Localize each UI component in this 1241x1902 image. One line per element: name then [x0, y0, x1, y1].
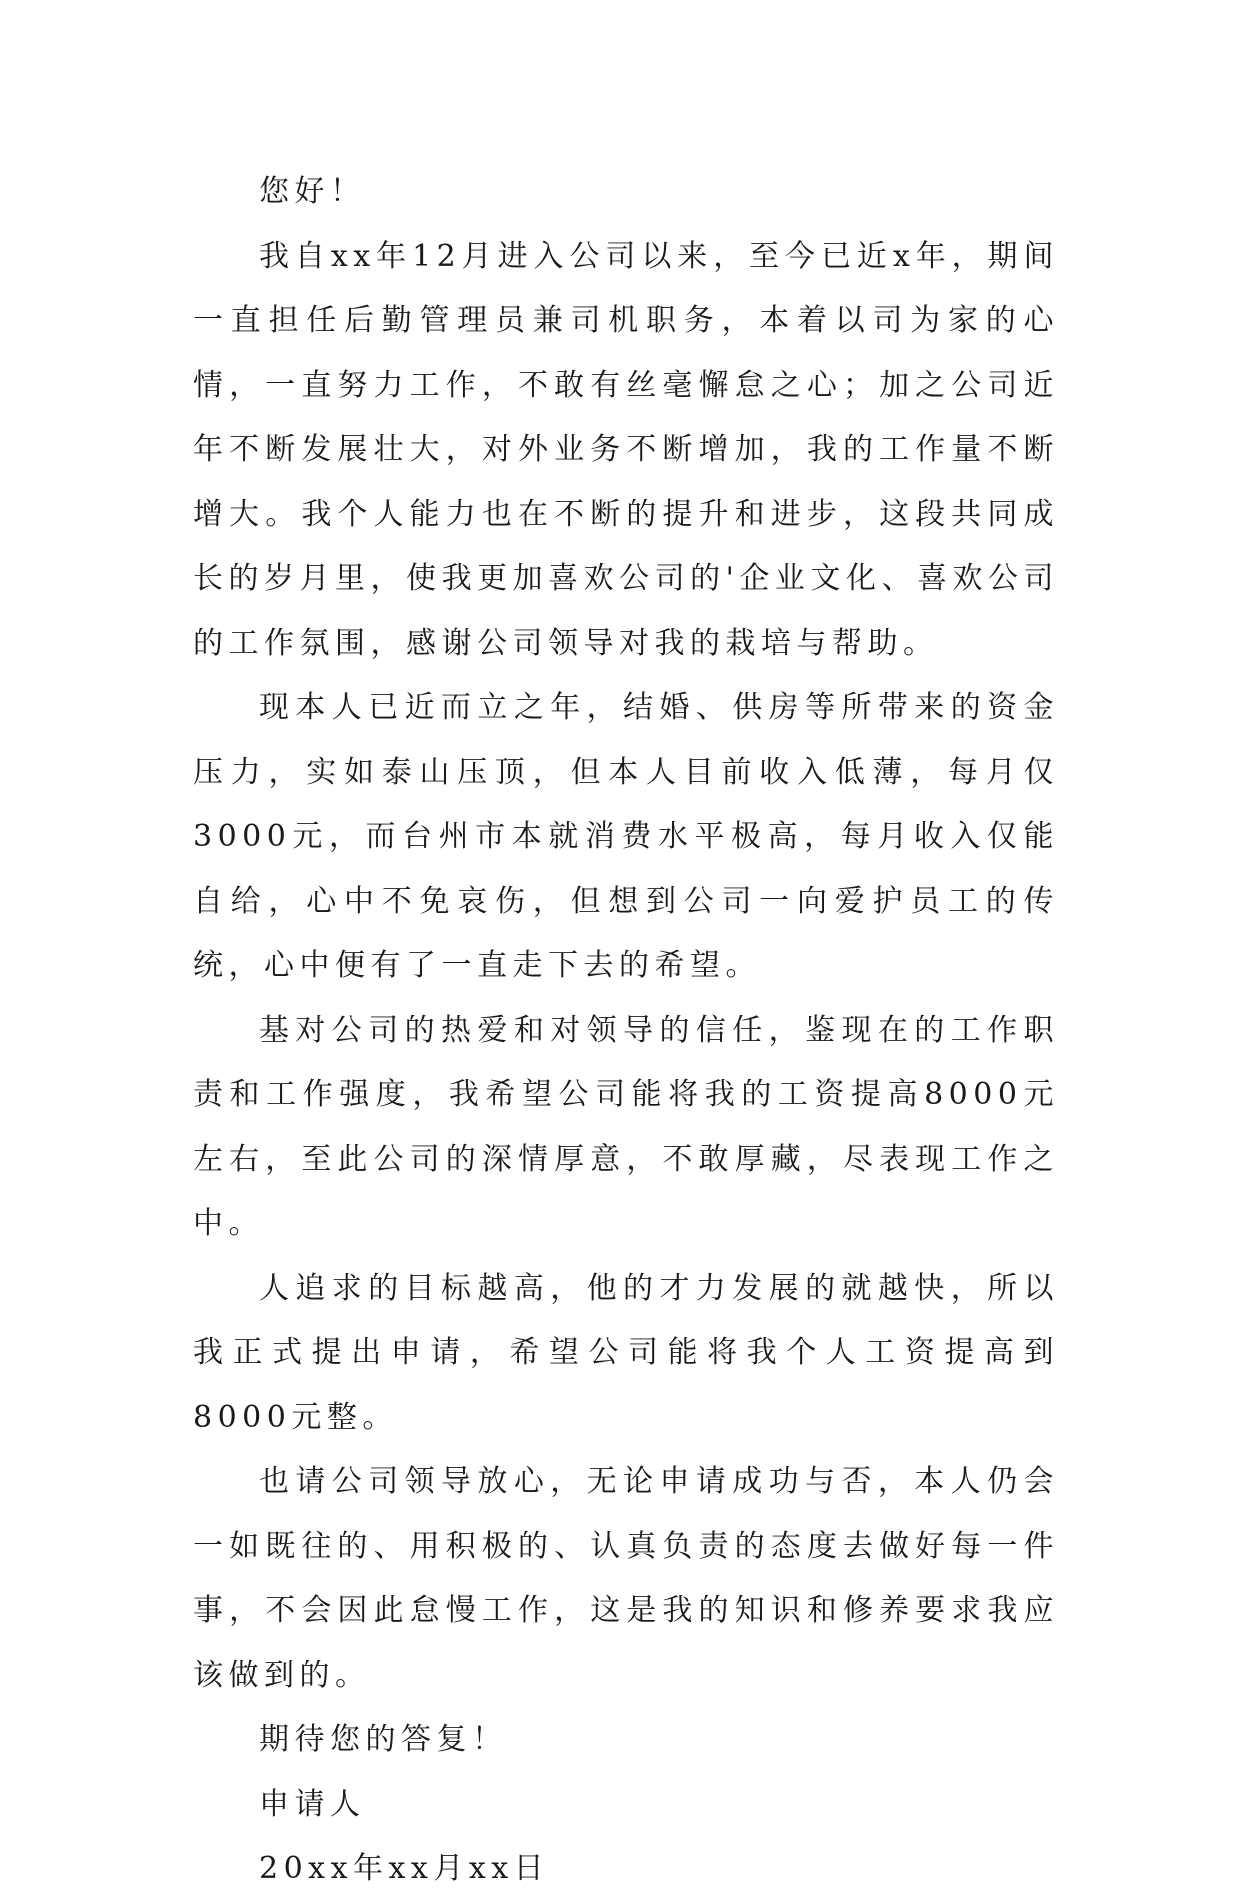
paragraph: 基对公司的热爱和对领导的信任，鉴现在的工作职责和工作强度，我希望公司能将我的工资提高8000元左右，至此公司的深情厚意，不敢厚藏，尽表现工作之中。 [193, 1012, 1059, 1241]
paragraph: 现本人已近而立之年，结婚、供房等所带来的资金压力，实如泰山压顶，但本人目前收入低薄，每月仅3000元，而台州市本就消费水平极高，每月收入仅能自给，心中不免哀伤，但想到公司一向爱护员工的传统，心中便有了一直走下去的希望。 [193, 690, 1059, 983]
paragraph: 我自xx年12月进入公司以来，至今已近x年，期间一直担任后勤管理员兼司机职务，本着以司为家的心情，一直努力工作，不敢有丝毫懈怠之心；加之公司近年不断发展壮大，对外业务不断增加，我的工作量不断增大。我个人能力也在不断的提升和进步，这段共同成长的岁月里，使我更加喜欢公司的'企业文化、喜欢公司的工作氛围，感谢公司领导对我的栽培与帮助。 [193, 238, 1059, 661]
closing: 期待您的答复！ [259, 1722, 508, 1757]
paragraph: 也请公司领导放心，无论申请成功与否，本人仍会一如既往的、用积极的、认真负责的态度去做好每一件事，不会因此怠慢工作，这是我的知识和修养要求我应该做到的。 [193, 1464, 1059, 1693]
paragraph: 人追求的目标越高，他的才力发展的就越快，所以我正式提出申请，希望公司能将我个人工资提高到8000元整。 [193, 1270, 1059, 1435]
signature-label: 申请人 [259, 1786, 366, 1822]
date: 20xx年xx月xx日 [259, 1851, 550, 1886]
letter-body [193, 160, 1059, 1902]
greeting: 您好！ [259, 174, 366, 209]
